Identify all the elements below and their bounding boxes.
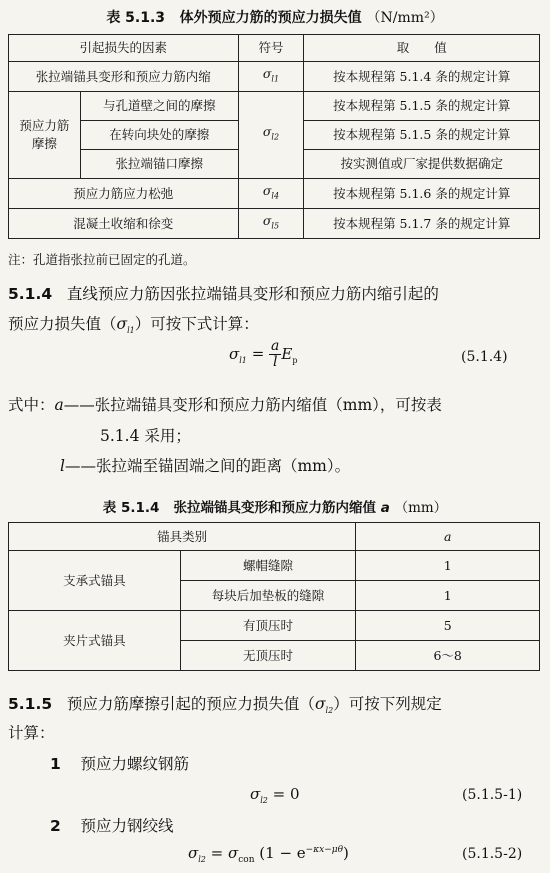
section-text: 直线预应力筋因张拉端锚具变形和预应力筋内缩引起的 xyxy=(66,285,439,303)
sigma-symbol: $\sigma_{l2}$ xyxy=(314,695,334,716)
section-5-1-4-line1 xyxy=(8,283,439,305)
caption-var: a xyxy=(380,500,390,516)
row-value: 5 xyxy=(356,611,540,641)
formula-5-1-4: $\sigma_{l1}$ = $\frac{a}{l}$ $E_p$ xyxy=(229,338,298,370)
row-value: 按本规程第 5.1.4 条的规定计算 xyxy=(304,62,540,92)
table-note: 注：孔道指张拉前已固定的孔道。 xyxy=(8,252,196,267)
group-support-anchor: 支承式锚具 xyxy=(9,551,181,611)
table-row xyxy=(9,92,540,121)
var-a: a xyxy=(54,396,64,414)
table-row xyxy=(9,62,540,92)
row-value: 1 xyxy=(356,551,540,581)
row-label: 螺帽缝隙 xyxy=(180,551,356,581)
where-a-text: ——张拉端锚具变形和预应力筋内缩值（mm），可按表 xyxy=(63,396,442,414)
where-l-line xyxy=(60,455,350,477)
table-5-1-3-caption xyxy=(0,7,550,27)
row-symbol: $\sigma_{l1}$ xyxy=(238,62,304,92)
section-number: 5.1.4 xyxy=(8,285,53,303)
equation-number: (5.1.5-1) xyxy=(462,787,523,803)
row-label: 有顶压时 xyxy=(180,611,356,641)
row-value: 按本规程第 5.1.5 条的规定计算 xyxy=(304,121,540,150)
caption-unit: （mm） xyxy=(394,500,448,516)
header-symbol: 符号 xyxy=(238,35,304,62)
section-5-1-4-line2 xyxy=(8,313,259,342)
item-text: 预应力钢绞线 xyxy=(80,817,174,835)
caption-title: 张拉端锚具变形和预应力筋内缩值 xyxy=(173,500,377,516)
group-clip-anchor: 夹片式锚具 xyxy=(9,611,181,671)
row-value: 按本规程第 5.1.6 条的规定计算 xyxy=(304,179,540,209)
table-5-1-4-caption xyxy=(0,496,550,516)
header-anchor-type: 锚具类别 xyxy=(9,523,356,551)
header-factor: 引起损失的因素 xyxy=(9,35,239,62)
row-factor: 混凝土收缩和徐变 xyxy=(9,209,239,239)
row-label: 每块后加垫板的缝隙 xyxy=(180,581,356,611)
section-number: 5.1.5 xyxy=(8,695,53,713)
friction-group-label: 预应力筋 摩擦 xyxy=(9,92,81,179)
where-l-text: ——张拉端至锚固端之间的距离（mm）。 xyxy=(64,457,351,475)
row-value: 按本规程第 5.1.7 条的规定计算 xyxy=(304,209,540,239)
table-5-1-3 xyxy=(8,34,540,239)
row-symbol: $\sigma_{l4}$ xyxy=(238,179,304,209)
section-5-1-5-line1 xyxy=(8,693,442,722)
row-label: 无顶压时 xyxy=(180,641,356,671)
header-a: a xyxy=(356,523,540,551)
row-factor: 张拉端锚具变形和预应力筋内缩 xyxy=(9,62,239,92)
row-value: 6～8 xyxy=(356,641,540,671)
row-value: 按本规程第 5.1.5 条的规定计算 xyxy=(304,92,540,121)
row-factor: 预应力筋应力松弛 xyxy=(9,179,239,209)
header-value: 取 值 xyxy=(304,35,540,62)
row-value: 按实测值或厂家提供数据确定 xyxy=(304,150,540,179)
caption-number: 表 5.1.3 xyxy=(106,10,166,26)
where-a-line xyxy=(8,394,442,416)
text-fragment: 预应力筋摩擦引起的预应力损失值（ xyxy=(66,695,315,713)
row-factor: 与孔道壁之间的摩擦 xyxy=(80,92,238,121)
table-header-row xyxy=(9,523,540,551)
formula-5-1-5-1: $\sigma_{l2} = 0$ xyxy=(250,785,300,805)
equation-number: (5.1.5-2) xyxy=(462,846,523,862)
caption-unit: （N/mm²） xyxy=(366,10,444,26)
equation-number: (5.1.4) xyxy=(461,349,508,365)
var-l: l xyxy=(60,457,65,475)
text-fragment: ）可按下列规定 xyxy=(333,695,442,713)
row-symbol: $\sigma_{l5}$ xyxy=(238,209,304,239)
list-item-1 xyxy=(50,753,189,775)
caption-title: 体外预应力筋的预应力损失值 xyxy=(179,10,362,26)
table-row xyxy=(9,551,540,581)
table-5-1-4 xyxy=(8,522,540,671)
table-header-row xyxy=(9,35,540,62)
where-prefix: 式中： xyxy=(8,396,55,414)
sigma-symbol: $\sigma_{l1}$ xyxy=(116,315,135,336)
fraction: $\frac{a}{l}$ xyxy=(271,338,280,370)
formula-5-1-5-2: $\sigma_{l2} = \sigma_{con}$ $(1 - e^{-\kappa x-\mu\theta})$ xyxy=(188,844,349,865)
table-row xyxy=(9,179,540,209)
table-row xyxy=(9,209,540,239)
text-fragment: ）可按下式计算： xyxy=(134,315,259,333)
where-a-continued: 5.1.4 采用； xyxy=(100,427,191,445)
item-number: 1 xyxy=(50,755,61,773)
row-factor: 张拉端锚口摩擦 xyxy=(80,150,238,179)
caption-number: 表 5.1.4 xyxy=(102,500,160,516)
text-fragment: 预应力损失值（ xyxy=(8,315,117,333)
list-item-2 xyxy=(50,815,174,837)
table-row xyxy=(9,611,540,641)
item-number: 2 xyxy=(50,817,61,835)
row-factor: 在转向块处的摩擦 xyxy=(80,121,238,150)
row-symbol: $\sigma_{l2}$ xyxy=(238,92,304,179)
row-value: 1 xyxy=(356,581,540,611)
item-text: 预应力螺纹钢筋 xyxy=(80,755,190,773)
section-5-1-5-line2: 计算： xyxy=(8,724,55,742)
